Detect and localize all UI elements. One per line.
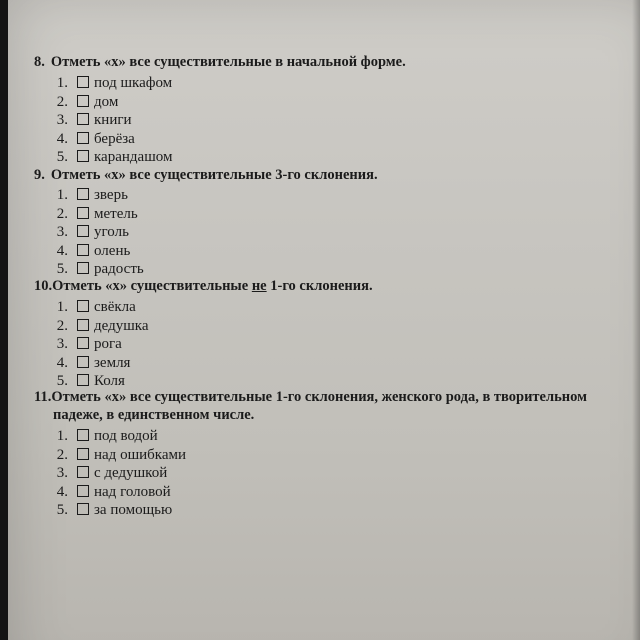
option-11-2	[34, 446, 186, 465]
option-label: под шкафом	[94, 75, 173, 91]
question-11-heading	[34, 388, 640, 424]
option-label: Коля	[94, 373, 125, 389]
option-8-1	[34, 74, 172, 93]
option-9-2	[34, 205, 144, 224]
option-number: 4.	[56, 354, 68, 371]
question-11-number: 11.	[34, 389, 52, 405]
checkbox-10-4[interactable]	[77, 356, 89, 368]
option-number: 2.	[56, 93, 68, 110]
option-number: 3.	[56, 224, 68, 240]
question-10-text-underlined: не	[251, 278, 267, 294]
checkbox-9-3[interactable]	[77, 225, 89, 237]
option-10-2	[34, 317, 149, 336]
question-11-options	[34, 427, 186, 520]
option-11-5	[34, 501, 186, 520]
option-9-5	[34, 260, 144, 279]
option-number: 2.	[56, 446, 68, 463]
question-10-heading	[34, 277, 640, 295]
option-number: 4.	[56, 130, 68, 147]
checkbox-10-2[interactable]	[77, 319, 89, 331]
checkbox-11-1[interactable]	[77, 429, 89, 441]
option-8-3	[34, 111, 172, 130]
option-number: 1.	[56, 428, 68, 444]
option-label: берёза	[94, 130, 135, 147]
checkbox-11-4[interactable]	[77, 485, 89, 497]
option-10-3	[34, 335, 149, 354]
option-label: радость	[94, 261, 144, 277]
option-number: 5.	[56, 502, 68, 518]
option-11-1	[34, 427, 186, 446]
checkbox-11-5[interactable]	[77, 503, 89, 515]
option-number: 5.	[56, 149, 68, 165]
question-9-text: Отметь «х» все существительные 3-го склонения.	[50, 167, 378, 183]
option-label: над головой	[94, 483, 171, 500]
option-number: 1.	[56, 299, 68, 315]
question-11-text-line2: падеже, в единственном числе.	[53, 407, 255, 423]
checkbox-10-3[interactable]	[77, 337, 89, 349]
checkbox-11-3[interactable]	[77, 466, 89, 478]
checkbox-10-5[interactable]	[77, 374, 89, 386]
option-label: уголь	[94, 224, 129, 240]
option-8-5	[34, 148, 172, 167]
option-8-2	[34, 93, 172, 112]
option-10-4	[34, 354, 149, 373]
option-number: 5.	[56, 261, 68, 277]
option-label: олень	[94, 242, 131, 259]
option-number: 1.	[56, 187, 68, 203]
question-9-number: 9.	[34, 167, 45, 183]
checkbox-8-5[interactable]	[77, 150, 89, 162]
option-9-3	[34, 223, 144, 242]
question-8-heading	[34, 53, 640, 71]
option-number: 3.	[56, 112, 68, 128]
option-number: 4.	[56, 242, 68, 259]
checkbox-11-2[interactable]	[77, 448, 89, 460]
option-number: 2.	[56, 205, 68, 222]
option-number: 3.	[56, 465, 68, 481]
question-10-text-before: Отметь «х» существительные	[52, 278, 252, 294]
option-label: зверь	[94, 187, 128, 203]
option-label: с дедушкой	[94, 465, 168, 481]
question-10-number: 10.	[34, 278, 53, 294]
checkbox-9-2[interactable]	[77, 207, 89, 219]
option-label: рога	[94, 336, 122, 352]
option-label: книги	[94, 112, 132, 128]
option-11-3	[34, 464, 186, 483]
checkbox-8-4[interactable]	[77, 132, 89, 144]
option-label: свёкла	[94, 299, 136, 315]
option-number: 2.	[56, 317, 68, 334]
option-8-4	[34, 130, 172, 149]
option-label: земля	[94, 354, 131, 371]
checkbox-9-4[interactable]	[77, 244, 89, 256]
option-number: 3.	[56, 336, 68, 352]
checkbox-9-5[interactable]	[77, 262, 89, 274]
option-label: карандашом	[94, 149, 173, 165]
option-10-1	[34, 298, 149, 317]
option-9-1	[34, 186, 144, 205]
option-number: 5.	[56, 373, 68, 389]
checkbox-8-2[interactable]	[77, 95, 89, 107]
question-10-options	[34, 298, 149, 391]
checkbox-8-3[interactable]	[77, 113, 89, 125]
option-label: метель	[94, 205, 138, 222]
question-8-number: 8.	[34, 54, 45, 70]
checkbox-10-1[interactable]	[77, 300, 89, 312]
question-11-text-line1: Отметь «х» все существительные 1-го склонения, женского рода, в творительном	[51, 389, 587, 405]
checkbox-9-1[interactable]	[77, 188, 89, 200]
option-label: за помощью	[94, 502, 173, 518]
checkbox-8-1[interactable]	[77, 76, 89, 88]
option-label: под водой	[94, 428, 158, 444]
option-label: над ошибками	[94, 446, 187, 463]
option-11-4	[34, 483, 186, 502]
question-8-options	[34, 74, 172, 167]
option-number: 1.	[56, 75, 68, 91]
option-label: дом	[94, 93, 119, 110]
option-9-4	[34, 242, 144, 261]
question-8-text: Отметь «х» все существительные в начальной форме.	[50, 54, 406, 70]
option-number: 4.	[56, 483, 68, 500]
question-9-heading	[34, 166, 640, 184]
question-9-options	[34, 186, 144, 279]
option-label: дедушка	[94, 317, 149, 334]
question-10-text-after: 1-го склонения.	[266, 278, 373, 294]
